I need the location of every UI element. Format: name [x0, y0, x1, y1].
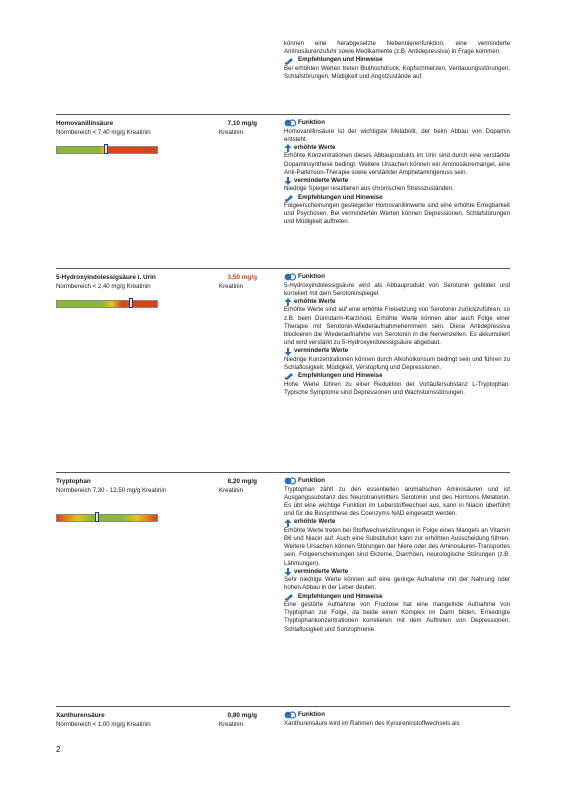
param-details — [284, 477, 510, 634]
arrow-down-icon — [284, 177, 292, 185]
result-gauge — [56, 300, 158, 308]
param-range: Normbereich < 1,00 mg/g Kreatinin — [56, 721, 151, 728]
param-details — [284, 273, 510, 397]
param-value: 3,50 mg/g — [227, 274, 257, 281]
param-range: Normbereich < 7,40 mg/g Kreatinin — [56, 129, 151, 136]
hints-text: Bei erhöhten Werten treten Bluthochdruck, Kopfschmerzen, Verdauungsstörungen, Schlafstörungen, Müdigkeit und Angstzustände auf. — [284, 64, 510, 81]
param-value: 0,80 mg/g — [227, 712, 257, 719]
function-icon — [284, 273, 296, 281]
hints-heading: Empfehlungen und Hinweise — [284, 56, 510, 64]
page-number: 2 — [56, 745, 61, 754]
function-icon — [284, 119, 296, 127]
function-heading: Funktion — [284, 711, 510, 720]
param-value: 8,20 mg/g — [227, 478, 257, 485]
param-section-5-hies — [56, 268, 510, 465]
result-gauge — [56, 514, 158, 522]
param-name: 5-Hydroxyindolessigsäure i. Urin — [56, 274, 156, 281]
arrow-up-icon — [284, 144, 292, 152]
param-section-homovanillinsaeure — [56, 114, 510, 265]
increased-text: Erhöhte Konzentrationen dieses Abbauprodukts im Urin sind durch eine verstärkte Dopaminsynthese bedingt. Weitere Ursachen können ein Aminosäuremangel, eine Anti-Parkinson-Therapie sowie verstärkter Amphetamingenuss sein. — [284, 152, 510, 176]
param-unit: Kreatinin — [219, 283, 244, 290]
function-text: 5-Hydroxyindolessigsäure wird als Abbauprodukt von Serotonin gebildet und korreliert mit dem Serotoninspiegel. — [284, 281, 510, 297]
increased-heading: erhöhte Werte — [284, 518, 510, 526]
hints-text: Folgeerscheinungen gesteigerter Homovanillinwerte sind eine erhöhte Erregbarkeit und Psychosen. Bei verminderten Werten können Depressionen, Schlafstörungen und Müdigkeit auftreten. — [284, 202, 510, 226]
param-value: 7,10 mg/g — [227, 120, 257, 127]
gauge-marker — [129, 298, 133, 308]
param-unit: Kreatinin — [219, 487, 244, 494]
param-name: Homovanillinsäure — [56, 120, 114, 127]
pen-icon — [284, 57, 296, 65]
increased-text: Erhöhte Werte treten bei Stoffwechselstörungen in Folge eines Mangels an Vitamin B6 und Niacin auf. Auch eine Substitution kann zur erhöhten Ausscheidung führen. Weitere Ursachen können Störungen der Niere oder des Aminosäuren-Transportes sein. Folgeerscheinungen sind Ekzeme, Diarrhöen, neurologische Störungen (z.B. Lähmungen). — [284, 526, 510, 567]
param-details — [284, 119, 510, 227]
param-section-tryptophan — [56, 472, 510, 701]
function-text: Xanthurensäure wird im Rahmen des Kynureninstoffwechsels als — [284, 719, 460, 727]
function-icon — [284, 477, 296, 485]
function-text: Homovanillinsäure ist der wichtigste Metabolit, der beim Abbau von Dopamin entsteht. — [284, 127, 510, 143]
hints-text: Eine gestörte Aufnahme von Fructose hat eine mangelnde Aufnahme von Tryptophan zur Folge, da beide einen Komplex im Darm bilden. Erniedrigte Tryptophankonzentrationen korrelieren mit dem Auftreten von Depressionen, Schlaflosigkeit und Sonzophrenie. — [284, 601, 510, 633]
decreased-text: Niedrige Konzentrationen können durch Alkoholkonsum bedingt sein und führen zu Schlaflosigkeit, Müdigkeit, Verstopfung und Depressionen. — [284, 355, 510, 372]
decreased-heading: verminderte Werte — [284, 177, 510, 185]
decreased-heading: verminderte Werte — [284, 347, 510, 355]
hints-heading: Empfehlungen und Hinweise — [284, 372, 510, 380]
result-gauge — [56, 146, 158, 154]
arrow-up-icon — [284, 298, 292, 306]
param-unit: Kreatinin — [219, 129, 244, 136]
param-section-xanthurensaeure — [56, 706, 510, 735]
param-name: Xanthurensäure — [56, 712, 105, 719]
increased-text: Erhöhte Werte sind auf eine erhöhte Freisetzung von Serotonin zurückzuführen, so z.B. beim Dünndarm-Karzinoid. Erhöhte Werte können aber auch Folge einer Therapie mit Serotonin-Wiederaufnahmehemmern sein. Diese Antidepressiva blockieren die Wiederaufnahme von Serotonin in die Nervenzellen. Es akkumuliert und wird verstärkt zu 5-Hydroxyindolessigsäure abgebaut. — [284, 306, 510, 347]
param-details — [284, 711, 510, 728]
param-name: Tryptophan — [56, 478, 91, 485]
arrow-down-icon — [284, 348, 292, 356]
decreased-text: Sehr niedrige Werte können auf eine geringe Aufnahme mit der Nahrung oder hohen Abbau in der Leber deuten. — [284, 576, 510, 592]
param-unit: Kreatinin — [219, 721, 244, 728]
hints-heading: Empfehlungen und Hinweise — [284, 194, 510, 202]
decreased-text: Niedrige Spiegel resultieren aus chronischen Stresszuständen. — [284, 185, 454, 193]
function-heading: Funktion — [284, 273, 510, 282]
increased-heading: erhöhte Werte — [284, 144, 510, 152]
function-heading: Funktion — [284, 119, 510, 128]
arrow-down-icon — [284, 568, 292, 576]
pen-icon — [284, 194, 296, 202]
increased-heading: erhöhte Werte — [284, 298, 510, 306]
gauge-marker — [104, 144, 108, 154]
decreased-heading: verminderte Werte — [284, 568, 510, 576]
function-text: Tryptophan zählt zu den essentiellen aromatischen Aminosäuren und ist Ausgangssubstanz des Neurotransmitters Serotonin und des Hormons Melatonin. Es übt eine wichtige Funktion im Leberstoffwechsel aus, kann in Niacin überführt und für die Biosynthese des Coenzyms NAD eingesetzt werden. — [284, 485, 510, 518]
param-range: Normbereich < 2,40 mg/g Kreatinin — [56, 283, 151, 290]
hints-text: Hohe Werte führen zu einer Reduktion der Vorläufersubstanz L-Tryptophan. Typische Symptome sind Depressionen und Wachstumsstörungen. — [284, 380, 510, 396]
function-heading: Funktion — [284, 477, 510, 486]
continued-section — [284, 40, 510, 81]
hints-heading: Empfehlungen und Hinweise — [284, 593, 510, 601]
continued-text: können eine herabgesetzte Nebennierenfunktion, eine verminderte Aminosäurenzufuhr sowie Medikamente (z.B. Antidepressiva) in Frage kommen. — [284, 40, 510, 56]
pen-icon — [284, 372, 296, 380]
param-range: Normbereich 7,30 - 12,50 mg/g Kreatinin — [56, 487, 167, 494]
pen-icon — [284, 593, 296, 601]
gauge-marker — [95, 512, 99, 522]
arrow-up-icon — [284, 519, 292, 527]
function-icon — [284, 711, 296, 719]
